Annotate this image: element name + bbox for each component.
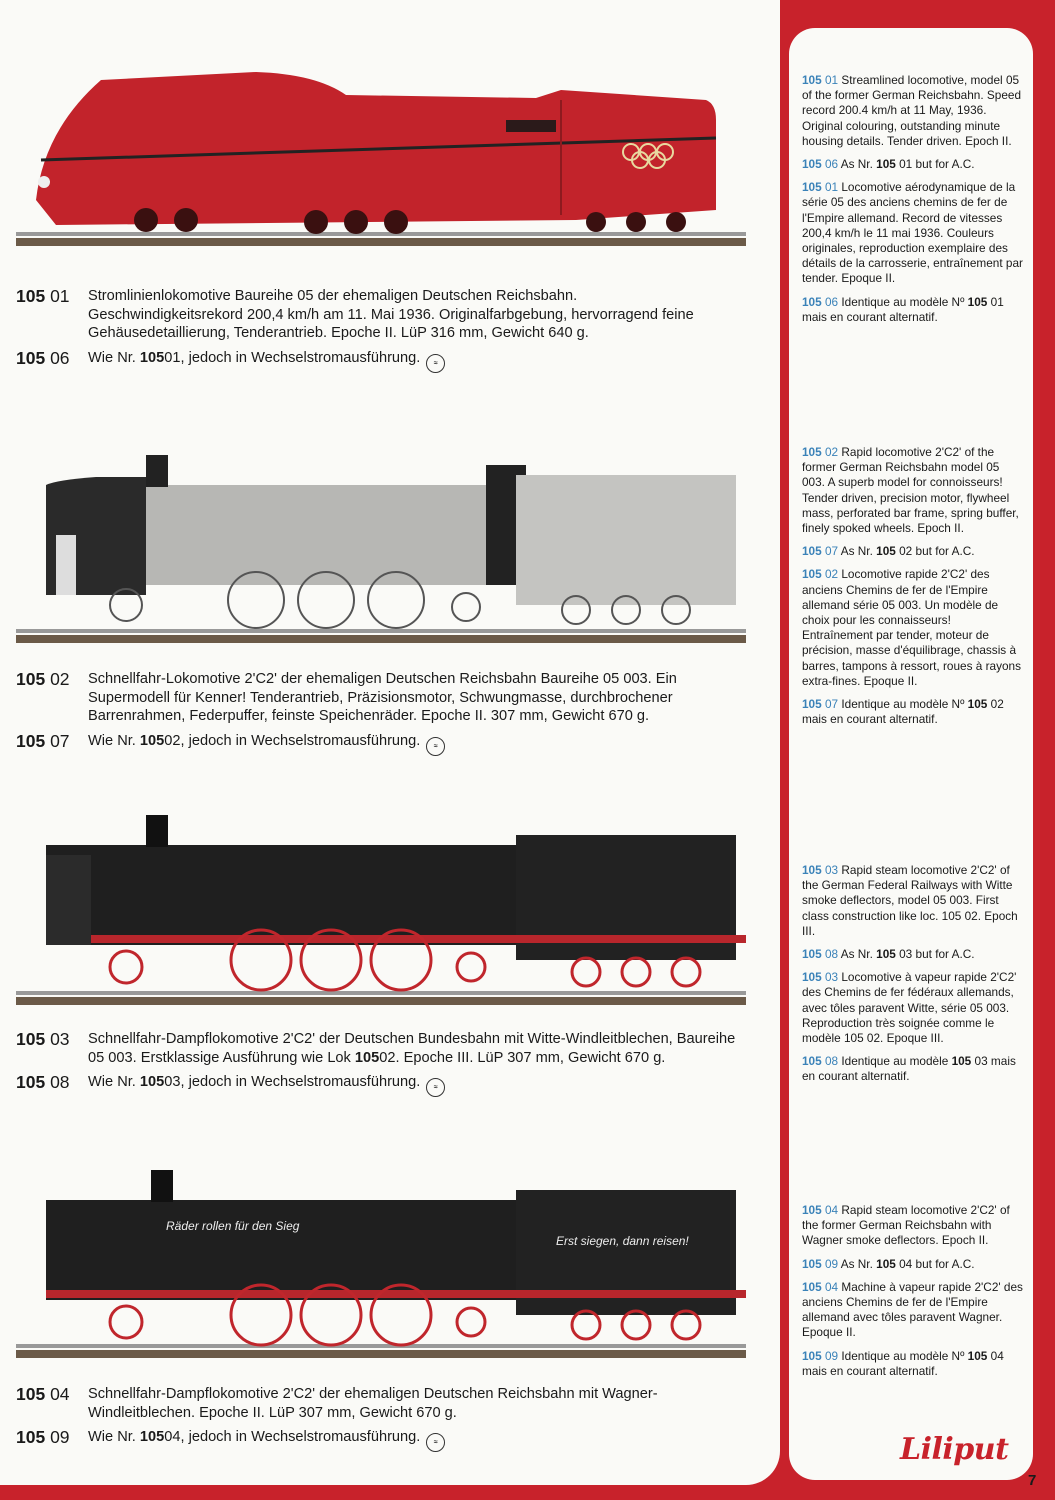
sidebar-paragraph: 105 03 Locomotive à vapeur rapide 2'C2' des Chemins de fer fédéraux allemands, avec tôles paravent Witte, série 05 003. Reproduction très soignée comme le modèle 105 02. Epoque III. (802, 970, 1017, 1046)
sidebar-paragraph: 105 07 Identique au modèle Nº 105 02 mais en courant alternatif. (802, 697, 1004, 727)
sidebar-number: 105 03 (802, 863, 839, 877)
product-description: Schnellfahr-Dampflokomotive 2'C2' der ehemaligen Deutschen Reichsbahn mit Wagner-Windleitblechen. Epoche II. LüP 307 mm, Gewicht 670 g. (88, 1386, 658, 1421)
locomotive-1-illustration (16, 60, 746, 255)
product-text: . Epoche III. LüP 307 mm, Gewicht 670 g. (395, 1049, 666, 1066)
brand-logo: Liliput (900, 1432, 1009, 1467)
sidebar-paragraph: 105 01 Streamlined locomotive, model 05 of the former German Reichsbahn. Speed record 200.4 km/h at 11 May, 1936. Original colouring, outstanding minute housing details. Tender driven. Epoch II. (802, 73, 1022, 148)
product-entry-105-01 (16, 287, 736, 379)
product-row (16, 287, 736, 343)
ref-number: 105 (139, 1074, 165, 1090)
ac-current-icon: ≈ (426, 737, 445, 756)
sidebar-number: 105 02 (802, 567, 839, 582)
product-entry-105-03 (16, 1030, 736, 1103)
sidebar-number: 105 01 (802, 180, 839, 195)
sidebar-paragraph: 105 08 Identique au modèle 105 03 mais en courant alternatif. (802, 1054, 1016, 1084)
photo-wagner-locomotive (16, 1170, 746, 1370)
product-row (16, 1385, 736, 1422)
product-text: Wie Nr. (88, 1074, 140, 1090)
product-description: Stromlinienlokomotive Baureihe 05 der ehemaligen Deutschen Reichsbahn. Geschwindigkeitsrekord 200,4 km/h am 11. Mai 1936. Originalfarbgebung, hervorragend feine Gehäusedetaillierung, Tenderantrieb. Epoche II. LüP 316 mm, Gewicht 640 g. (88, 288, 694, 341)
sidebar-block-105-02 (802, 445, 1024, 735)
product-row (16, 1428, 736, 1452)
article-number: 105 09 (16, 1427, 70, 1447)
sidebar-number: 105 03 (802, 970, 839, 985)
sidebar-paragraph: 105 06 As Nr. 105 01 but for A.C. (802, 157, 975, 172)
tender-slogan: Erst siegen, dann reisen! (556, 1234, 689, 1248)
sidebar-paragraph: 105 07 As Nr. 105 02 but for A.C. (802, 544, 975, 559)
product-description: Schnellfahr-Lokomotive 2'C2' der ehemaligen Deutschen Reichsbahn Baureihe 05 003. Ein Supermodell für Kenner! Tenderantrieb, Präzisionsmotor, Schwungmasse, durchbrochener Barrenrahmen, Federpuffer, feinste Speichenräder. Epoche II. 307 mm, Gewicht 670 g. (88, 671, 677, 724)
product-text: , jedoch in Wechselstromausführung. (180, 349, 421, 366)
product-text: , jedoch in Wechselstromausführung. (180, 1074, 421, 1090)
sidebar-number: 105 01 (802, 73, 839, 87)
product-text: Wie Nr. (88, 1429, 140, 1445)
sidebar-block-105-03 (802, 863, 1024, 1093)
sidebar-number: 105 04 (802, 1203, 839, 1217)
photo-black-red-locomotive (16, 815, 746, 1015)
ref-number-suffix: 02 (379, 1049, 396, 1066)
ref-number: 105 (139, 732, 165, 749)
product-entry-105-04 (16, 1385, 736, 1458)
sidebar-block-105-01 (802, 73, 1024, 333)
ref-number: 105 (139, 1429, 165, 1445)
ref-number: 105 (354, 1049, 380, 1066)
product-entry-105-02 (16, 670, 736, 762)
sidebar-paragraph: 105 03 Rapid steam locomotive 2'C2' of the German Federal Railways with Witte smoke deflectors, model 05 003. First class construction like loc. 105 02. Epoch III. (802, 863, 1018, 938)
locomotive-2-illustration (16, 455, 746, 650)
product-text: Wie Nr. (88, 732, 140, 749)
sidebar-paragraph: 105 01 Locomotive aérodynamique de la série 05 des anciens chemins de fer de l'Empire allemand. Record de vitesses 200,4 km/h le 11 mai 1936. Couleurs originales, reproduction exemplaire des détails de la carrosserie, entraînement par tender. Epoque II. (802, 180, 1023, 286)
sidebar-paragraph: 105 09 As Nr. 105 04 but for A.C. (802, 1256, 975, 1271)
product-text: , jedoch in Wechselstromausführung. (180, 732, 421, 749)
locomotive-4-illustration (16, 1170, 746, 1370)
product-row (16, 349, 736, 373)
ref-number-suffix: 04 (164, 1429, 181, 1445)
article-number: 105 06 (16, 347, 70, 368)
product-text: , jedoch in Wechselstromausführung. (180, 1429, 421, 1445)
article-number: 105 02 (16, 669, 70, 689)
sidebar-paragraph: 105 08 As Nr. 105 03 but for A.C. (802, 947, 975, 962)
sidebar-number: 105 09 (802, 1256, 839, 1271)
boiler-slogan: Räder rollen für den Sieg (166, 1219, 300, 1233)
page-number: 7 (1028, 1472, 1037, 1489)
sidebar-number: 105 06 (802, 157, 839, 172)
sidebar-paragraph: 105 02 Rapid locomotive 2'C2' of the former German Reichsbahn model 05 003. A superb model for connoisseurs! Tender driven, precision motor, flywheel mass, perforated bar frame, spring buffer, finely spoked wheels. Epoch II. (802, 445, 1019, 536)
sidebar-number: 105 07 (802, 544, 839, 559)
product-text: Wie Nr. (88, 349, 140, 366)
sidebar-number: 105 08 (802, 947, 839, 962)
ref-number-suffix: 01 (164, 349, 181, 366)
sidebar-paragraph: 105 04 Machine à vapeur rapide 2'C2' des anciens Chemins de fer de l'Empire allemand avec tôles paravent Wagner. Epoque II. (802, 1279, 1023, 1340)
sidebar-number: 105 06 (802, 294, 839, 309)
ref-number: 105 (139, 349, 165, 366)
product-row (16, 732, 736, 756)
ac-current-icon: ≈ (426, 1078, 445, 1097)
article-number: 105 01 (16, 286, 70, 306)
article-number: 105 08 (16, 1072, 70, 1092)
product-row (16, 1030, 736, 1067)
sidebar-number: 105 04 (802, 1279, 839, 1294)
article-number: 105 03 (16, 1029, 70, 1049)
sidebar-number: 105 07 (802, 697, 839, 712)
article-number: 105 04 (16, 1384, 70, 1404)
product-row (16, 670, 736, 726)
product-row (16, 1073, 736, 1097)
sidebar-number: 105 08 (802, 1054, 839, 1069)
ref-number-suffix: 03 (164, 1074, 181, 1090)
ref-number-suffix: 02 (164, 732, 181, 749)
ac-current-icon: ≈ (426, 354, 445, 373)
sidebar-paragraph: 105 04 Rapid steam locomotive 2'C2' of the former German Reichsbahn with Wagner smoke deflectors. Epoch II. (802, 1203, 1010, 1248)
sidebar-number: 105 02 (802, 445, 839, 459)
product-text: Schnellfahr-Dampflokomotive 2'C2' der Deutschen Bundesbahn mit Witte-Windleitblechen, Baureihe 05 003. Erstklassige Ausführung wie Lok (88, 1031, 736, 1066)
sidebar-paragraph: 105 06 Identique au modèle Nº 105 01 mais en courant alternatif. (802, 294, 1004, 324)
ac-current-icon: ≈ (426, 1433, 445, 1452)
article-number: 105 07 (16, 730, 70, 751)
sidebar-number: 105 09 (802, 1348, 839, 1363)
photo-grey-locomotive (16, 455, 746, 650)
photo-streamlined-locomotive (16, 60, 746, 255)
sidebar-block-105-04 (802, 1203, 1024, 1387)
sidebar-paragraph: 105 09 Identique au modèle Nº 105 04 mais en courant alternatif. (802, 1348, 1004, 1378)
locomotive-3-illustration (16, 815, 746, 1015)
sidebar-paragraph: 105 02 Locomotive rapide 2'C2' des anciens Chemins de fer de l'Empire allemand série 05 003. Un modèle de choix pour les connaisseurs! Entraînement par tender, moteur de précision, masse d'équilibrage, chassis à barres, tampons à ressort, roues à rayons extra-fines. Epoque II. (802, 567, 1021, 688)
